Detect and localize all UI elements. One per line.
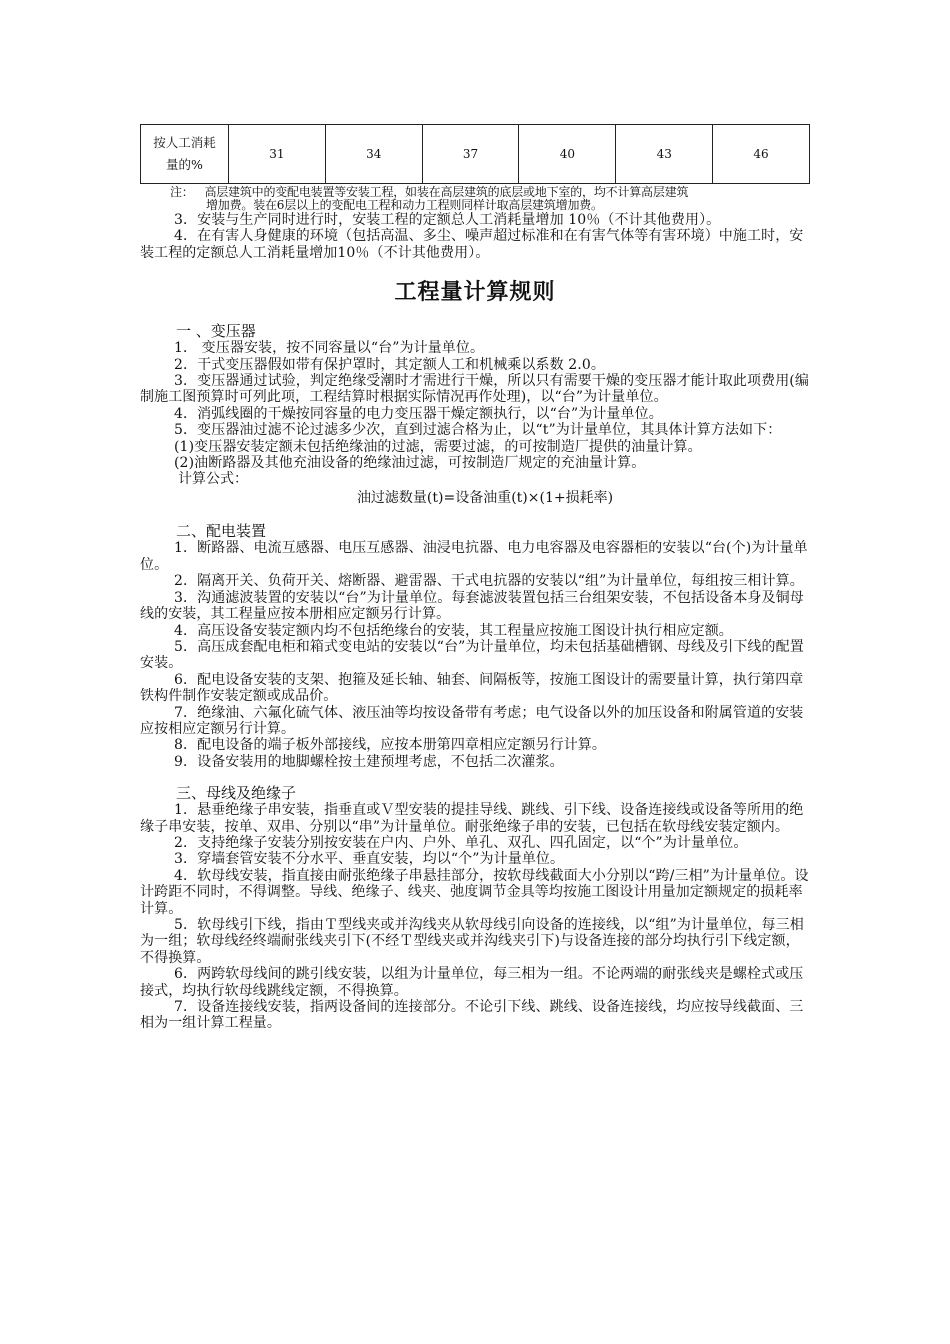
section-heading-distribution: 二、配电装置 <box>176 522 267 541</box>
section-heading-transformer: 一 、变压器 <box>176 322 256 341</box>
intro-paragraph: 3．安装与生产同时进行时，安装工程的定额总人工消耗量增加 10％（不计其他费用）。 <box>174 212 721 228</box>
list-item: 2．干式变压器假如带有保护罩时，其定额人工和机械乘以系数 2.0。 <box>174 356 605 373</box>
list-item: (2)油断路器及其他充油设备的绝缘油过滤，可按制造厂规定的充油量计算。 <box>174 455 646 472</box>
formula-label: 计算公式： <box>178 471 248 488</box>
list-item: 1． 变压器安装，按不同容量以“台”为计量单位。 <box>174 340 485 357</box>
table-cell: 37 <box>422 125 519 184</box>
table-header-line-1: 按人工消耗 <box>153 135 216 150</box>
table-cell: 43 <box>616 125 713 184</box>
section-heading-busbar: 三、母线及绝缘子 <box>176 784 297 803</box>
table-header-line-2: 量的% <box>166 157 203 172</box>
list-item: (1)变压器安装定额未包括绝缘油的过滤，需要过滤，的可按制造厂提供的油量计算。 <box>174 438 702 455</box>
table-header-cell <box>141 125 229 184</box>
list-item: 6．配电设备安装的支架、抱箍及延长轴、轴套、间隔板等，按施工图设计的需要量计算，执行第四章铁构件制作安装定额或成品价。 <box>140 671 804 705</box>
list-item: 4．消弧线圈的干燥按同容量的电力变压器干燥定额执行，以“台”为计量单位。 <box>174 405 663 422</box>
table-row <box>141 125 810 184</box>
list-item: 3．沟通滤波装置的安装以“台”为计量单位。每套滤波装置包括三台组架安装，不包括设备本身及铜母线的安装，其工程量应按本册相应定额另行计算。 <box>140 589 804 623</box>
document-page <box>140 124 810 1032</box>
list-item: 3．变压器通过试验，判定绝缘受潮时才需进行干燥，所以只有需要干燥的变压器才能计取此项费用(编制施工图预算时可列此项，工程结算时根据实际情况再作处理)，以“台”为计量单位。 <box>140 373 809 406</box>
table-cell: 34 <box>325 125 422 184</box>
list-item: 1．断路器、电流互感器、电压互感器、油浸电抗器、电力电容器及电容器柜的安装以“台(个)为计量单位。 <box>140 540 808 573</box>
table-cell: 31 <box>229 125 326 184</box>
rate-table <box>140 124 810 184</box>
list-item: 1．悬垂绝缘子串安装，指垂直或Ｖ型安装的提挂导线、跳线、引下线、设备连接线或设备等所用的绝缘子串安装，按单、双串、分别以“串”为计量单位。耐张绝缘子串的安装，已包括在软母线安装定额内。 <box>140 802 804 835</box>
list-item: 8．配电设备的端子板外部接线，应按本册第四章相应定额另行计算。 <box>174 737 607 754</box>
formula: 油过滤数量(t)=设备油重(t)×(1+损耗率) <box>356 490 614 507</box>
intro-paragraph: 4．在有害人身健康的环境（包括高温、多尘、噪声超过标准和在有害气体等有害环境）中施工时，安装工程的定额总人工消耗量增加10％（不计其他费用）。 <box>140 228 804 261</box>
list-item: 5．高压成套配电柜和箱式变电站的安装以“台”为计量单位，均未包括基础槽钢、母线及引下线的配置安装。 <box>140 638 804 672</box>
list-item: 7．设备连接线安装，指两设备间的连接部分。不论引下线、跳线、设备连接线，均应按导线截面、三相为一组计算工程量。 <box>140 999 804 1032</box>
list-item: 9．设备安装用的地脚螺栓按土建预埋考虑，不包括二次灌浆。 <box>174 753 564 770</box>
table-cell: 40 <box>519 125 616 184</box>
list-item: 3．穿墙套管安装不分水平、垂直安装，均以“个”为计量单位。 <box>174 851 565 868</box>
list-item: 4．软母线安装，指直接由耐张绝缘子串悬挂部分，按软母线截面大小分别以“跨/三相”为计量单位。设计跨距不同时，不得调整。导线、绝缘子、线夹、弛度调节金具等均按施工图设计用量加定额规定的损耗率计算。 <box>140 867 809 917</box>
note-line-2: 增加费。装在6层以上的变配电工程和动力工程则同样计取高层建筑增加费。 <box>206 198 603 212</box>
list-item: 5．软母线引下线，指由Ｔ型线夹或并沟线夹从软母线引向设备的连接线，以“组”为计量单位，每三相为一组；软母线经终端耐张线夹引下(不经Ｔ型线夹或并沟线夹引下)与设备连接的部分均执行引下线定额，不得换算。 <box>140 917 804 966</box>
list-item: 7．绝缘油、六氟化硫气体、液压油等均按设备带有考虑；电气设备以外的加压设备和附属管道的安装应按相应定额另行计算。 <box>140 704 804 737</box>
list-item: 2．支持绝缘子安装分别按安装在户内、户外、单孔、双孔、四孔固定，以“个”为计量单位。 <box>174 834 748 851</box>
list-item: 2．隔离开关、负荷开关、熔断器、避雷器、干式电抗器的安装以“组”为计量单位，每组按三相计算。 <box>174 573 804 590</box>
table-note <box>140 186 810 212</box>
page-title: 工程量计算规则 <box>394 280 556 306</box>
list-item: 6．两跨软母线间的跳引线安装，以组为计量单位，每三相为一组。不论两端的耐张线夹是螺栓式或压接式，均执行软母线跳线定额，不得换算。 <box>140 966 804 999</box>
note-label: 注： <box>170 185 194 199</box>
list-item: 5．变压器油过滤不论过滤多少次，直到过滤合格为止，以“t”为计量单位，其具体计算方法如下： <box>174 422 782 439</box>
note-line-1: 注： 高层建筑中的变配电装置等安装工程，如装在高层建筑的底层或地下室的，均不计算高层建筑 <box>170 185 689 199</box>
table-cell: 46 <box>713 125 810 184</box>
list-item: 4．高压设备安装定额内均不包括绝缘台的安装，其工程量应按施工图设计执行相应定额。 <box>174 622 733 639</box>
